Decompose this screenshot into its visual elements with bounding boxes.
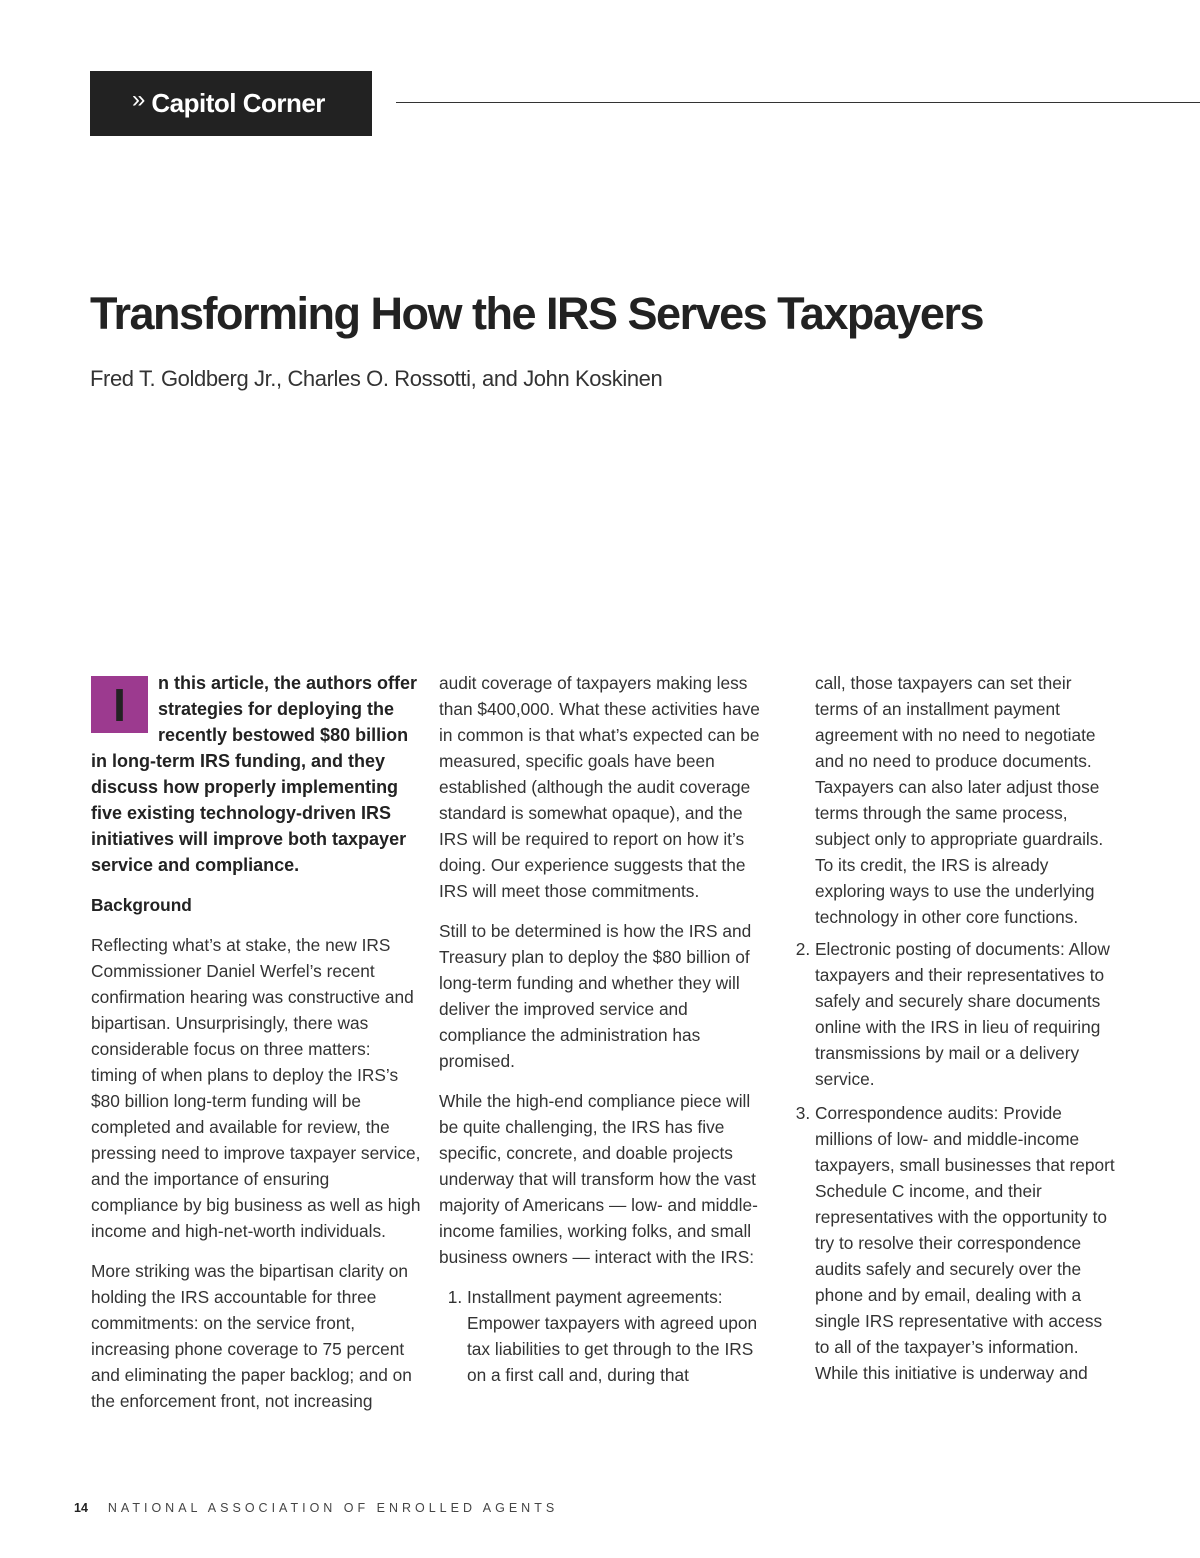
list-item: 2. Electronic posting of documents: Allow taxpayers and their representatives to safely and securely share documents online with the IRS in lieu of requiring transmissions by mail or a delivery service. [815, 936, 1115, 1092]
initiatives-list-continued [795, 936, 1115, 1386]
body-paragraph: More striking was the bipartisan clarity on holding the IRS accountable for three commitments: on the service front, increasing phone coverage to 75 percent and eliminating the paper backlog; and on the enforcement front, not increasing [91, 1261, 412, 1411]
publication-name: NATIONAL ASSOCIATION OF ENROLLED AGENTS [107, 1501, 559, 1515]
body-paragraph: While the high-end compliance piece will be quite challenging, the IRS has five specific, concrete, and doable projects underway that will transform how the vast majority of Americans — low- and middle-income families, working folks, and small business owners — interact with the IRS: [439, 1091, 758, 1267]
intro-text: n this article, the authors offer strategies for deploying the recently bestowed $80 billion in long-term IRS funding, and they discuss how properly implementing five existing technology-driven IRS initiatives will improve both taxpayer service and compliance. [91, 673, 418, 875]
header-rule [396, 102, 1200, 103]
column-3 [795, 670, 1115, 1394]
list-item-continuation: call, those taxpayers can set their terms of an installment payment agreement with no need to negotiate and no need to produce documents. Taxpayers can also later adjust those terms through the same process, subject only to appropriate guardrails. To its credit, the IRS is already exploring ways to use the underlying technology in other core functions. [815, 673, 1104, 927]
article-byline: Fred T. Goldberg Jr., Charles O. Rossotti, and John Koskinen [90, 366, 663, 391]
list-item: 1. Installment payment agreements: Empower taxpayers with agreed upon tax liabilities to get through to the IRS on a first call and, during that [467, 1284, 769, 1388]
initiatives-list [439, 1284, 769, 1388]
double-chevron-icon: » [132, 85, 146, 113]
dropcap: I [91, 676, 148, 733]
intro-paragraph [91, 670, 421, 878]
body-paragraph: Reflecting what’s at stake, the new IRS Commissioner Daniel Werfel’s recent confirmation hearing was constructive and bipartisan. Unsurprisingly, there was considerable focus on three matters: timing of when plans to deploy the IRS’s $80 billion long-term funding will be completed and available for review, the pressing need to improve taxpayer service, and the importance of ensuring compliance by big business as well as high income and high-net-worth individuals. [91, 935, 421, 1241]
section-label: Capitol Corner [151, 88, 325, 118]
section-tab [90, 71, 372, 136]
page-number: 14 [74, 1501, 88, 1515]
page-footer [74, 1501, 558, 1515]
body-paragraph: Still to be determined is how the IRS and Treasury plan to deploy the $80 billion of long-term funding and whether they will deliver the improved service and compliance the administration has promised. [439, 921, 752, 1071]
body-paragraph: audit coverage of taxpayers making less than $400,000. What these activities have in common is that what’s expected can be measured, specific goals have been established (although the audit coverage standard is somewhat opaque), and the IRS will be required to report on how it’s doing. Our experience suggests that the IRS will meet those commitments. [439, 673, 760, 901]
subhead-background: Background [91, 895, 192, 915]
column-1 [91, 670, 421, 1428]
article-title: Transforming How the IRS Serves Taxpayers [90, 288, 983, 339]
list-item: 3. Correspondence audits: Provide millions of low- and middle-income taxpayers, small businesses that report Schedule C income, and their representatives with the opportunity to try to resolve their correspondence audits safely and securely over the phone and by email, dealing with a single IRS representative with access to all of the taxpayer’s information. While this initiative is underway and [815, 1100, 1115, 1386]
column-2 [439, 670, 769, 1396]
